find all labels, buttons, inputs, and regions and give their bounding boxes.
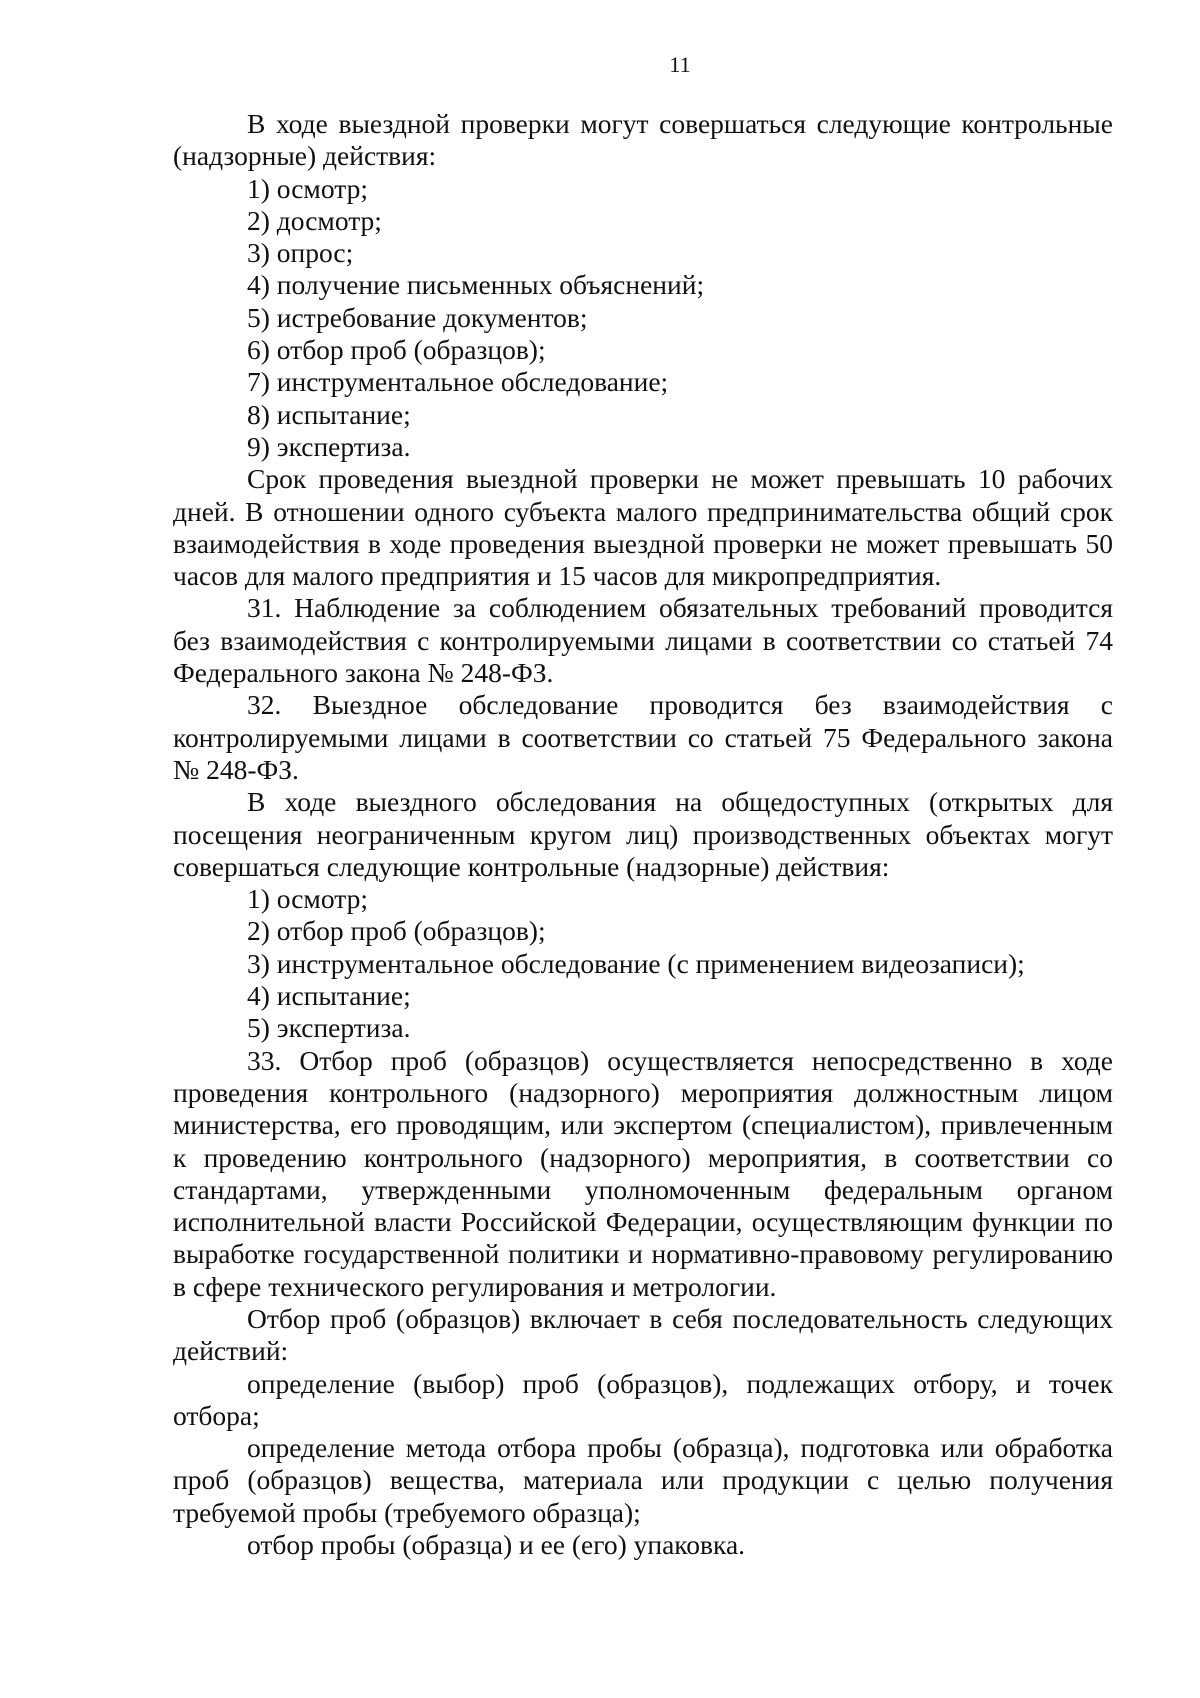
document-body — [173, 108, 1113, 1561]
list-item: 7) инструментальное обследование; — [247, 366, 669, 398]
paragraph: В ходе выездной проверки могут совершаться следующие контрольные (надзорные) действия: — [173, 108, 1113, 172]
list-item: 5) экспертиза. — [247, 1012, 411, 1044]
list-item: 5) истребование документов; — [247, 301, 588, 333]
paragraph: определение метода отбора пробы (образца), подготовка или обработка проб (образцов) вещества, материала или продукции с целью получения требуемой пробы (требуемого образца); — [173, 1432, 1113, 1528]
paragraph: 33. Отбор проб (образцов) осуществляется непосредственно в ходе проведения контрольного (надзорного) мероприятия должностным лицом министерства, его проводящим, или экспертом (специалистом), привлеченным к проведению контрольного (надзорного) мероприятия, в соответствии со стандартами, утвержденными уполномоченным федеральным органом исполнительной власти Российской Федерации, осуществляющим функции по выработке государственной политики и нормативно-правовому регулированию в сфере технического регулирования и метрологии. — [173, 1044, 1113, 1302]
paragraph: Срок проведения выездной проверки не может превышать 10 рабочих дней. В отношении одного субъекта малого предпринимательства общий срок взаимодействия в ходе проведения выездной проверки не может превышать 50 часов для малого предприятия и 15 часов для микропредприятия. — [173, 463, 1113, 592]
list-item: 1) осмотр; — [247, 172, 368, 204]
list-item: 6) отбор проб (образцов); — [247, 334, 546, 366]
paragraph: Отбор проб (образцов) включает в себя последовательность следующих действий: — [173, 1302, 1113, 1367]
list-item: 3) опрос; — [247, 237, 354, 269]
list-item: 2) отбор проб (образцов); — [247, 915, 546, 947]
list-item: 1) осмотр; — [247, 883, 368, 915]
paragraph: В ходе выездного обследования на общедоступных (открытых для посещения неограниченным кругом лиц) производственных объектах могут совершаться следующие контрольные (надзорные) действия: — [173, 786, 1113, 882]
list-item: 3) инструментальное обследование (с применением видеозаписи); — [247, 947, 1025, 979]
paragraph: определение (выбор) проб (образцов), подлежащих отбору, и точек отбора; — [173, 1367, 1113, 1431]
list-item: 9) экспертиза. — [247, 430, 411, 462]
paragraph: 31. Наблюдение за соблюдением обязательных требований проводится без взаимодействия с контролируемыми лицами в соответствии со статьей 74 Федерального закона № 248-ФЗ. — [173, 592, 1113, 689]
page-number: 11 — [669, 52, 691, 77]
list-item: 8) испытание; — [247, 398, 411, 430]
list-item: 4) испытание; — [247, 980, 411, 1012]
paragraph: отбор пробы (образца) и ее (его) упаковка. — [247, 1529, 746, 1561]
paragraph: 32. Выездное обследование проводится без взаимодействия с контролируемыми лицами в соответствии со статьей 75 Федерального закона № 248-ФЗ. — [173, 689, 1113, 785]
list-item: 4) получение письменных объяснений; — [247, 269, 705, 301]
list-item: 2) досмотр; — [247, 204, 382, 236]
